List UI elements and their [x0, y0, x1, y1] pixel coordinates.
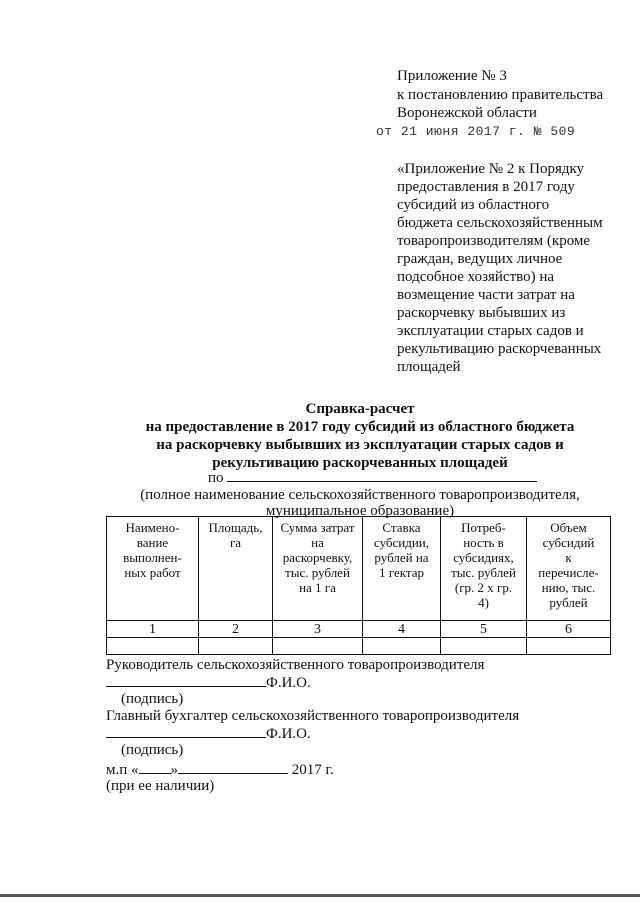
producer-blank: [227, 468, 537, 482]
po-label: по: [208, 470, 224, 486]
producer-field: [208, 468, 537, 487]
scan-edge-line: [0, 894, 640, 897]
header-cell: Ставка субсидии, рублей на 1 гектар: [363, 517, 441, 621]
year-label: 2017 г.: [288, 762, 334, 778]
column-number: 4: [363, 621, 441, 638]
appendix-line2: к постановлению правительства: [397, 87, 604, 103]
header-cell: Площадь, га: [199, 517, 273, 621]
column-number: 5: [441, 621, 527, 638]
column-number: 1: [107, 621, 199, 638]
empty-cell: [199, 638, 273, 655]
quote-line: предоставления в 2017 году: [397, 179, 575, 195]
accountant-label: Главный бухгалтер сельскохозяйственного товаропроизводителя: [106, 708, 520, 724]
column-number: 2: [199, 621, 273, 638]
quote-line: товаропроизводителям (кроме: [397, 233, 591, 249]
quote-line: подсобное хозяйство) на: [397, 269, 555, 285]
empty-cell: [441, 638, 527, 655]
empty-cell: [273, 638, 363, 655]
signature-caption: (подпись): [121, 742, 184, 758]
fio-label: Ф.И.О.: [266, 675, 311, 691]
signature-caption: (подпись): [121, 691, 184, 707]
signature-blank: [106, 724, 266, 738]
quote-line: площадей: [397, 359, 461, 375]
quote-line: «Приложение № 2 к Порядку: [397, 161, 585, 177]
month-blank: [178, 760, 288, 774]
producer-note: (полное наименование сельскохозяйственного товаропроизводителя,: [140, 487, 580, 503]
title-line: рекультивацию раскорчеванных площадей: [212, 455, 508, 471]
quote-line: бюджета сельскохозяйственным: [397, 215, 603, 231]
title-line: на предоставление в 2017 году субсидий из областного бюджета: [145, 419, 575, 435]
stamp-note: (при ее наличии): [106, 778, 215, 794]
column-number: 3: [273, 621, 363, 638]
head-label: Руководитель сельскохозяйственного товаропроизводителя: [106, 657, 485, 673]
signature-blank: [106, 673, 266, 687]
calculation-table: [106, 516, 611, 655]
day-blank: [139, 760, 171, 774]
document-title: Справка-расчет: [305, 401, 415, 417]
empty-cell: [363, 638, 441, 655]
header-cell: Объем субсидий к перечисле- нию, тыс. рублей: [527, 517, 611, 621]
quote-line: субсидий из областного: [397, 197, 550, 213]
quote-line: эксплуатации старых садов и: [397, 323, 584, 339]
decree-stamp: от 21 июня 2017 г. № 509: [376, 124, 576, 139]
header-cell: Потреб- ность в субсидиях, тыс. рублей (гр. 2 х гр. 4): [441, 517, 527, 621]
table-row: [107, 638, 611, 655]
appendix-line3: Воронежской области: [397, 105, 537, 121]
quote-line: граждан, ведущих личное: [397, 251, 563, 267]
header-cell: Сумма затрат на раскорчевку, тыс. рублей на 1 га: [273, 517, 363, 621]
column-number: 6: [527, 621, 611, 638]
appendix-title: Приложение № 3: [397, 68, 507, 84]
producer-note: муниципальное образование): [265, 503, 455, 519]
quote-line: раскорчевку выбывших из: [397, 305, 566, 321]
quote-block: [397, 160, 603, 376]
column-number-row: [107, 621, 611, 638]
quote-line: рекультивацию раскорчеванных: [397, 341, 602, 357]
mp-quote: »: [170, 762, 179, 778]
empty-cell: [107, 638, 199, 655]
mp-prefix: м.п «: [106, 762, 139, 778]
fio-label: Ф.И.О.: [266, 726, 311, 742]
title-line: на раскорчевку выбывших из эксплуатации старых садов и: [156, 437, 564, 453]
quote-line: возмещение части затрат на: [397, 287, 575, 303]
table-header-row: [107, 517, 611, 621]
empty-cell: [527, 638, 611, 655]
header-cell: Наимено- вание выполнен- ных работ: [107, 517, 199, 621]
